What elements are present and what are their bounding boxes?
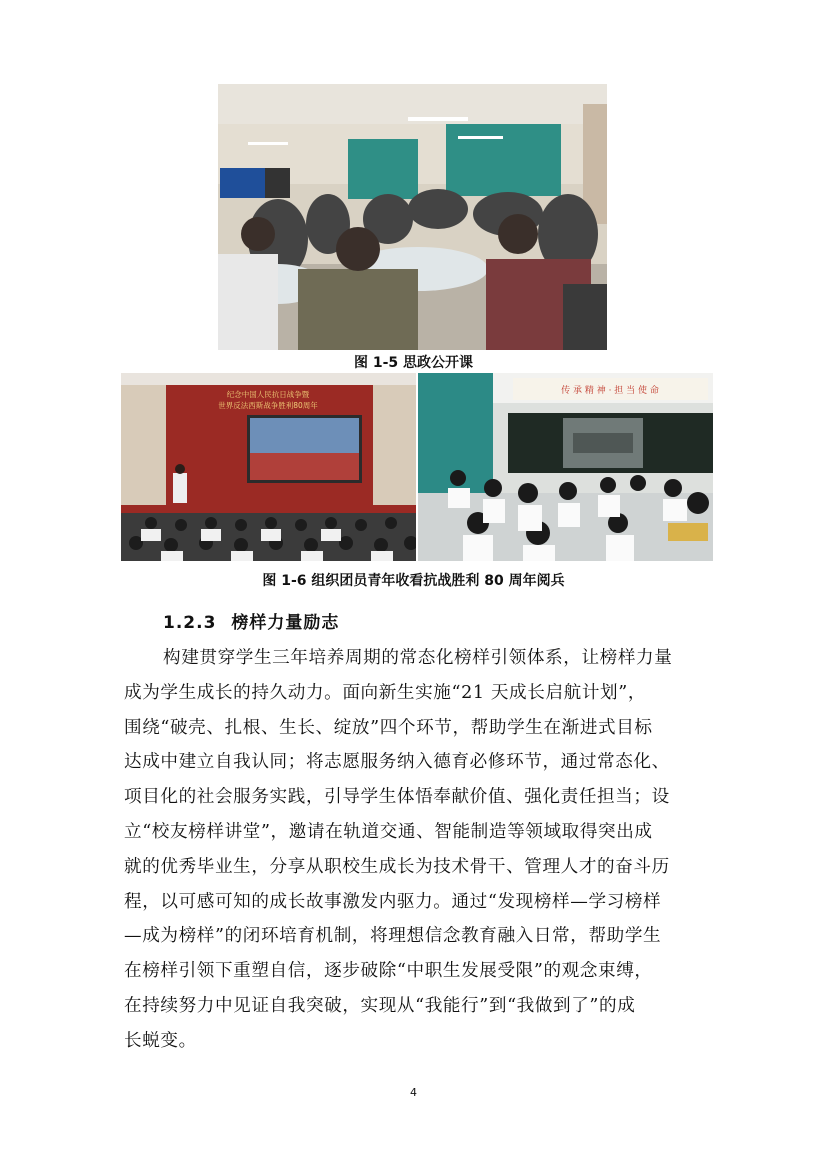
classroom-banner-text: 传 承 精 神 · 担 当 使 命: [561, 386, 659, 396]
paragraph-line: 长蜕变。: [124, 1030, 197, 1051]
paragraph-line: 项目化的社会服务实践，引导学生体悟奉献价值、强化责任担当；设: [124, 787, 670, 808]
section-number: 1.2.3: [163, 613, 217, 633]
paragraph-line: —成为榜样”的闭环培育机制，将理想信念教育融入日常，帮助学生: [124, 926, 662, 947]
auditorium-photo: [121, 373, 416, 561]
paragraph-line: 围绕“破壳、扎根、生长、绽放”四个环节，帮助学生在渐进式目标: [124, 717, 653, 738]
paragraph-line: 在榜样引领下重塑自信，逐步破除“中职生发展受限”的观念束缚，: [124, 961, 653, 982]
paragraph-line: 程，以可感可知的成长故事激发内驱力。通过“发现榜样—学习榜样: [124, 891, 662, 912]
paragraph-line: 成为学生成长的持久动力。面向新生实施“21 天成长启航计划”，: [124, 682, 647, 703]
classroom-photo: [218, 84, 607, 350]
body-paragraph: [124, 641, 704, 1059]
figure-1-6-caption: 图 1-6 组织团员青年收看抗战胜利 80 周年阅兵: [262, 573, 565, 589]
banner-line-1: 纪念中国人民抗日战争暨: [226, 390, 310, 399]
paragraph-line: 就的优秀毕业生，分享从职校生成长为技术骨干、管理人才的奋斗历: [124, 856, 670, 877]
paragraph-line: 构建贯穿学生三年培养周期的常态化榜样引领体系，让榜样力量: [163, 648, 673, 668]
banner-line-2: 世界反法西斯战争胜利80周年: [218, 401, 318, 410]
paragraph-line: 在持续努力中见证自我突破，实现从“我能行”到“我做到了”的成: [124, 995, 636, 1016]
section-heading: [163, 608, 339, 633]
paragraph-line: 达成中建立自我认同；将志愿服务纳入德育必修环节，通过常态化、: [124, 752, 670, 773]
page-number: 4: [410, 1086, 417, 1099]
figure-1-5-caption: 图 1-5 思政公开课: [353, 355, 474, 371]
classroom-parade-photo: [418, 373, 713, 561]
section-title: 榜样力量励志: [231, 613, 340, 633]
paragraph-line: 立“校友榜样讲堂”，邀请在轨道交通、智能制造等领域取得突出成: [124, 821, 653, 842]
